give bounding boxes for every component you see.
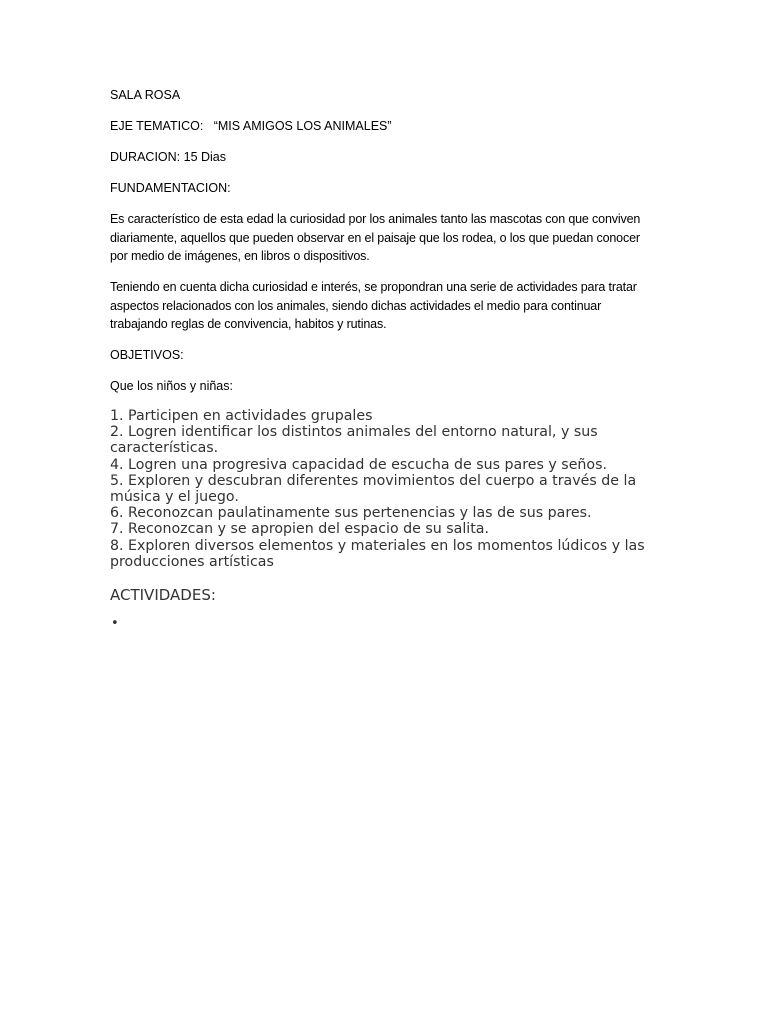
objetivos-label: OBJETIVOS: xyxy=(110,348,184,362)
fundamentacion-paragraph-2: Teniendo en cuenta dicha curiosidad e interés, se propondran una serie de actividades para tratar aspectos relacionados con los animales, siendo dichas actividades el medio para continuar trabajando reglas de convivencia, habitos y rutinas. xyxy=(110,280,637,331)
actividades-heading: ACTIVIDADES: xyxy=(110,586,216,605)
objetivos-list xyxy=(110,408,650,570)
document-body xyxy=(110,86,650,632)
list-item: 5. Exploren y descubran diferentes movimientos del cuerpo a través de la música y el juego. xyxy=(110,472,637,506)
fundamentacion-label: FUNDAMENTACION: xyxy=(110,181,231,195)
fundamentacion-paragraph-1: Es característico de esta edad la curiosidad por los animales tanto las mascotas con que conviven diariamente, aquellos que pueden observar en el paisaje que los rodea, o los que puedan conocer por medio de imágenes, en libros o dispositivos. xyxy=(110,212,641,263)
list-item: 6. Reconozcan paulatinamente sus pertenencias y las de sus pares. xyxy=(110,505,592,522)
objetivos-intro: Que los niños y niñas: xyxy=(110,379,233,393)
empty-bullet: • xyxy=(111,616,119,632)
list-item: 2. Logren identificar los distintos animales del entorno natural, y sus características. xyxy=(110,424,598,457)
list-item: 1. Participen en actividades grupales xyxy=(110,408,373,424)
list-item: 8. Exploren diversos elementos y materiales en los momentos lúdicos y las producciones artísticas xyxy=(110,537,645,570)
duracion: DURACION: 15 Dias xyxy=(110,150,226,164)
list-item: 7. Reconozcan y se apropien del espacio de su salita. xyxy=(110,521,490,538)
eje-tematico: EJE TEMATICO: “MIS AMIGOS LOS ANIMALES” xyxy=(110,119,392,133)
sala-title: SALA ROSA xyxy=(110,88,181,102)
list-item: 4. Logren una progresiva capacidad de escucha de sus pares y seños. xyxy=(110,456,608,473)
